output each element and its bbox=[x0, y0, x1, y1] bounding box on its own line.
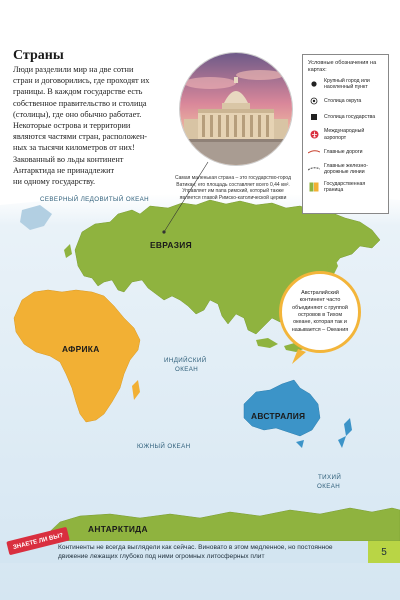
caption-line: Самая маленькая страна – это государство-город bbox=[174, 175, 292, 181]
did-you-know-badge: ЗНАЕТЕ ЛИ ВЫ? bbox=[6, 527, 70, 556]
indian-ocean-label-line1: ИНДИЙСКИЙ bbox=[164, 357, 207, 364]
indian-ocean-label-line2: ОКЕАН bbox=[175, 366, 199, 373]
intro-line: стран и договорились, где проходят их bbox=[13, 76, 150, 86]
photo-caption bbox=[158, 175, 308, 201]
eurasia-label: ЕВРАЗИЯ bbox=[150, 240, 192, 250]
page-title: Страны bbox=[13, 48, 64, 63]
pacific-ocean-label-line2: ОКЕАН bbox=[317, 483, 341, 490]
legend-title: Условные обозначения на картах: bbox=[308, 60, 377, 73]
intro-line: Закованный во льды континент bbox=[13, 154, 124, 164]
caption-line: Управляет им папа римский, который также bbox=[182, 188, 284, 195]
antarctica-label: АНТАРКТИДА bbox=[88, 524, 148, 534]
legend-item bbox=[308, 128, 384, 140]
caption-line: является главой Римско-католической церкви bbox=[179, 194, 287, 201]
legend-item bbox=[308, 96, 384, 106]
intro-line: собственное правительство и столица bbox=[13, 98, 147, 108]
legend-label: Столица округа bbox=[324, 98, 362, 105]
legend-item bbox=[308, 112, 384, 122]
page-number: 5 bbox=[368, 541, 400, 563]
legend-label: Главные железно-дорожные линии bbox=[324, 162, 368, 176]
square-icon bbox=[308, 112, 320, 122]
target-icon bbox=[308, 96, 320, 106]
intro-line: ни одному государству. bbox=[13, 177, 96, 187]
intro-line: Некоторые острова и территории bbox=[13, 121, 131, 131]
road-icon bbox=[308, 147, 320, 157]
airport-icon bbox=[308, 130, 320, 140]
oceania-callout: Австралийский континент часто объединяют с группой островов в Тихом океане, которая так и называется – Океания bbox=[279, 271, 361, 353]
legend-item bbox=[308, 78, 384, 90]
legend-label: Столица государства bbox=[324, 114, 376, 121]
legend-label: Главные дороги bbox=[324, 148, 363, 155]
railway-icon bbox=[308, 164, 320, 174]
southern-ocean-label: ЮЖНЫЙ ОКЕАН bbox=[137, 443, 191, 450]
legend-item bbox=[308, 147, 384, 157]
intro-line: ных за тысячи километров от них! bbox=[13, 143, 135, 153]
intro-text bbox=[13, 64, 175, 187]
arctic-ocean-label: СЕВЕРНЫЙ ЛЕДОВИТЫЙ ОКЕАН bbox=[40, 196, 150, 203]
border-icon bbox=[308, 182, 320, 192]
intro-line: (столицы), где оно обычно работает. bbox=[13, 109, 142, 119]
map-legend bbox=[302, 54, 389, 214]
intro-line: Антарктида не принадлежит bbox=[13, 165, 115, 175]
caption-line: Ватикан; его площадь составляет всего 0,44 км². bbox=[176, 181, 290, 188]
intro-line: являются частями стран, расположен- bbox=[13, 132, 148, 142]
legend-item bbox=[308, 181, 384, 193]
intro-line: Люди разделили мир на две сотни bbox=[13, 65, 134, 74]
australia-label: АВСТРАЛИЯ bbox=[251, 411, 306, 421]
africa-label: АФРИКА bbox=[62, 344, 100, 354]
legend-label: Государственная граница bbox=[324, 181, 366, 194]
intro-line: границы. В каждом государстве есть bbox=[13, 87, 143, 97]
pacific-ocean-label-line1: ТИХИЙ bbox=[318, 474, 342, 481]
fact-text: Континенты не всегда выглядели как сейчас. Виновато в этом медленное, но постоянное движение лежащих глубоко под ними огромных литосферных плит bbox=[58, 544, 333, 560]
dot-icon bbox=[308, 79, 320, 89]
vatican-photo bbox=[180, 53, 292, 165]
legend-item bbox=[308, 163, 384, 175]
legend-label: Международный аэропорт bbox=[324, 128, 365, 141]
legend-label: Крупный город или населенный пункт bbox=[324, 78, 370, 91]
